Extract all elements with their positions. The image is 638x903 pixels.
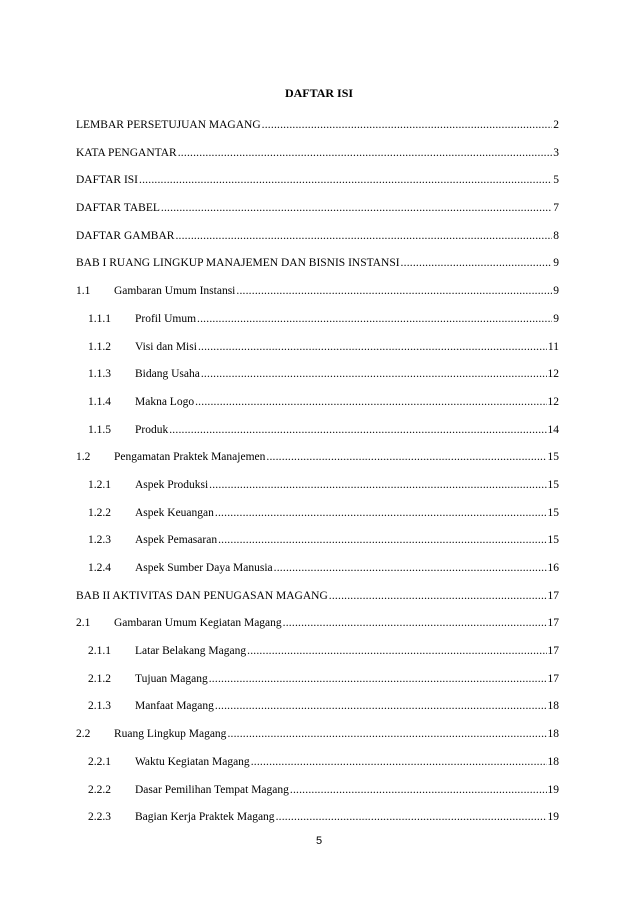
toc-entry[interactable] [76,533,559,561]
toc-entry-label: Bidang Usaha [135,368,200,381]
toc-entry[interactable] [76,395,559,423]
toc-entry-label: DAFTAR ISI [76,174,139,187]
toc-entry-number: 2.1.3 [88,700,111,713]
toc-entry[interactable] [76,173,559,201]
toc-entry[interactable] [76,423,559,451]
toc-entry-label: Visi dan Misi [135,340,197,353]
toc-entry-number: 2.1.1 [88,645,111,658]
toc-dot-leader [209,478,546,492]
toc-entry[interactable] [76,810,559,838]
toc-entry-number: 1.2.2 [88,506,111,519]
toc-entry-label: Bagian Kerja Praktek Magang [135,811,275,824]
toc-entry-label: Aspek Pemasaran [135,534,218,547]
toc-dot-leader [266,450,546,464]
toc-dot-leader [201,367,547,381]
toc-entry-label: Profil Umum [135,312,197,325]
toc-entry-number: 1.2.1 [88,478,111,491]
toc-entry-page: 12 [547,368,559,381]
toc-entry-label: Aspek Produksi [135,478,209,491]
toc-entry[interactable] [76,783,559,811]
toc-entry-page: 18 [547,700,559,713]
toc-entry-label: Produk [135,423,169,436]
toc-entry[interactable] [76,589,559,617]
toc-dot-leader [227,727,546,741]
toc-dot-leader [283,616,547,630]
toc-dot-leader [209,672,547,686]
toc-entry[interactable] [76,506,559,534]
toc-dot-leader [139,173,552,187]
toc-entry-page: 7 [553,202,559,215]
toc-dot-leader [290,783,547,797]
toc-entry-page: 18 [547,728,559,741]
toc-entry[interactable] [76,644,559,672]
toc-dot-leader [197,312,552,326]
toc-entry-number: 1.2 [76,451,91,464]
toc-entry-number: 2.2.1 [88,755,111,768]
toc-entry-page: 19 [547,783,559,796]
toc-dot-leader [262,118,553,132]
toc-dot-leader [251,755,547,769]
toc-entry[interactable] [76,256,559,284]
toc-entry-label: LEMBAR PERSETUJUAN MAGANG [76,119,261,131]
toc-entry[interactable] [76,312,559,340]
toc-dot-leader [161,201,552,215]
toc-entry-page: 9 [553,312,559,325]
toc-dot-leader [274,561,547,575]
toc-dot-leader [218,533,546,547]
toc-entry[interactable] [76,118,559,146]
toc-entry-page: 17 [547,617,559,630]
toc-entry-page: 15 [547,506,559,519]
toc-entry-page: 8 [553,229,559,242]
toc-entry-page: 11 [547,340,559,353]
toc-entry-number: 1.1.4 [88,395,111,408]
toc-entry-page: 14 [547,423,559,436]
toc-entry-label: BAB I RUANG LINGKUP MANAJEMEN DAN BISNIS INSTANSI [76,257,400,270]
toc-entry[interactable] [76,561,559,589]
toc-entry-label: Gambaran Umum Kegiatan Magang [114,617,282,630]
toc-entry[interactable] [76,478,559,506]
toc-entry-label: BAB II AKTIVITAS DAN PENUGASAN MAGANG [76,589,328,602]
toc-entry-page: 17 [547,589,559,602]
toc-entry-number: 2.2.3 [88,811,111,824]
toc-entry-label: Aspek Keuangan [135,506,214,519]
toc-entry-page: 5 [553,174,559,187]
toc-dot-leader [175,229,552,243]
toc-dot-leader [215,699,547,713]
toc-entry-number: 2.1.2 [88,672,111,685]
toc-dot-leader [276,810,547,824]
toc-entry-number: 2.2 [76,728,91,741]
toc-dot-leader [198,340,547,354]
toc-entry-page: 17 [547,672,559,685]
toc-entry-number: 1.1.3 [88,368,111,381]
toc-entry[interactable] [76,672,559,700]
toc-dot-leader [401,256,553,270]
toc-dot-leader [236,284,552,298]
toc-entry-number: 1.2.3 [88,534,111,547]
toc-entry[interactable] [76,284,559,312]
toc-entry-page: 9 [553,257,559,270]
toc-dot-leader [195,395,546,409]
toc-entry-label: Makna Logo [135,395,195,408]
toc-entry[interactable] [76,727,559,755]
toc-entry-page: 12 [547,395,559,408]
page-number: 5 [315,835,323,847]
toc-list [76,118,559,838]
toc-entry-label: Waktu Kegiatan Magang [135,755,250,768]
toc-entry-page: 16 [547,562,559,574]
toc-entry-page: 9 [553,285,559,298]
toc-entry-label: DAFTAR GAMBAR [76,229,175,242]
toc-entry-label: Manfaat Magang [135,700,214,713]
toc-entry-label: Latar Belakang Magang [135,645,247,658]
toc-entry-number: 1.1.5 [88,423,111,436]
toc-entry-page: 18 [547,755,559,768]
toc-entry[interactable] [76,340,559,368]
toc-entry-page: 3 [553,146,559,159]
toc-entry[interactable] [76,146,559,174]
toc-entry[interactable] [76,755,559,783]
toc-dot-leader [247,644,546,658]
toc-entry[interactable] [76,699,559,727]
toc-dot-leader [329,589,547,603]
toc-entry-number: 2.2.2 [88,783,111,796]
toc-entry-number: 1.1 [76,285,91,298]
toc-entry-page: 15 [547,451,559,464]
toc-entry-label: DAFTAR TABEL [76,202,160,215]
toc-entry-number: 1.1.1 [88,312,111,325]
toc-entry-page: 15 [547,478,559,491]
toc-dot-leader [215,506,547,520]
toc-entry-label: Tujuan Magang [135,672,208,685]
toc-entry-page: 19 [547,811,559,824]
toc-entry-page: 2 [553,119,559,131]
toc-entry-number: 2.1 [76,617,91,630]
toc-entry[interactable] [76,450,559,478]
page-title: DAFTAR ISI [284,86,354,100]
toc-entry-label: Aspek Sumber Daya Manusia [135,562,273,574]
toc-entry-label: Gambaran Umum Instansi [114,285,236,298]
toc-entry-page: 15 [547,534,559,547]
toc-entry-label: Ruang Lingkup Magang [114,728,227,741]
toc-entry[interactable] [76,201,559,229]
toc-entry[interactable] [76,367,559,395]
toc-entry[interactable] [76,616,559,644]
toc-entry-label: Dasar Pemilihan Tempat Magang [135,783,289,796]
toc-entry-label: KATA PENGANTAR [76,146,177,159]
toc-entry[interactable] [76,229,559,257]
toc-dot-leader [178,146,553,160]
toc-entry-label: Pengamatan Praktek Manajemen [114,451,266,464]
toc-entry-number: 1.2.4 [88,562,111,574]
toc-entry-number: 1.1.2 [88,340,111,353]
toc-entry-page: 17 [547,645,559,658]
toc-dot-leader [169,423,546,437]
